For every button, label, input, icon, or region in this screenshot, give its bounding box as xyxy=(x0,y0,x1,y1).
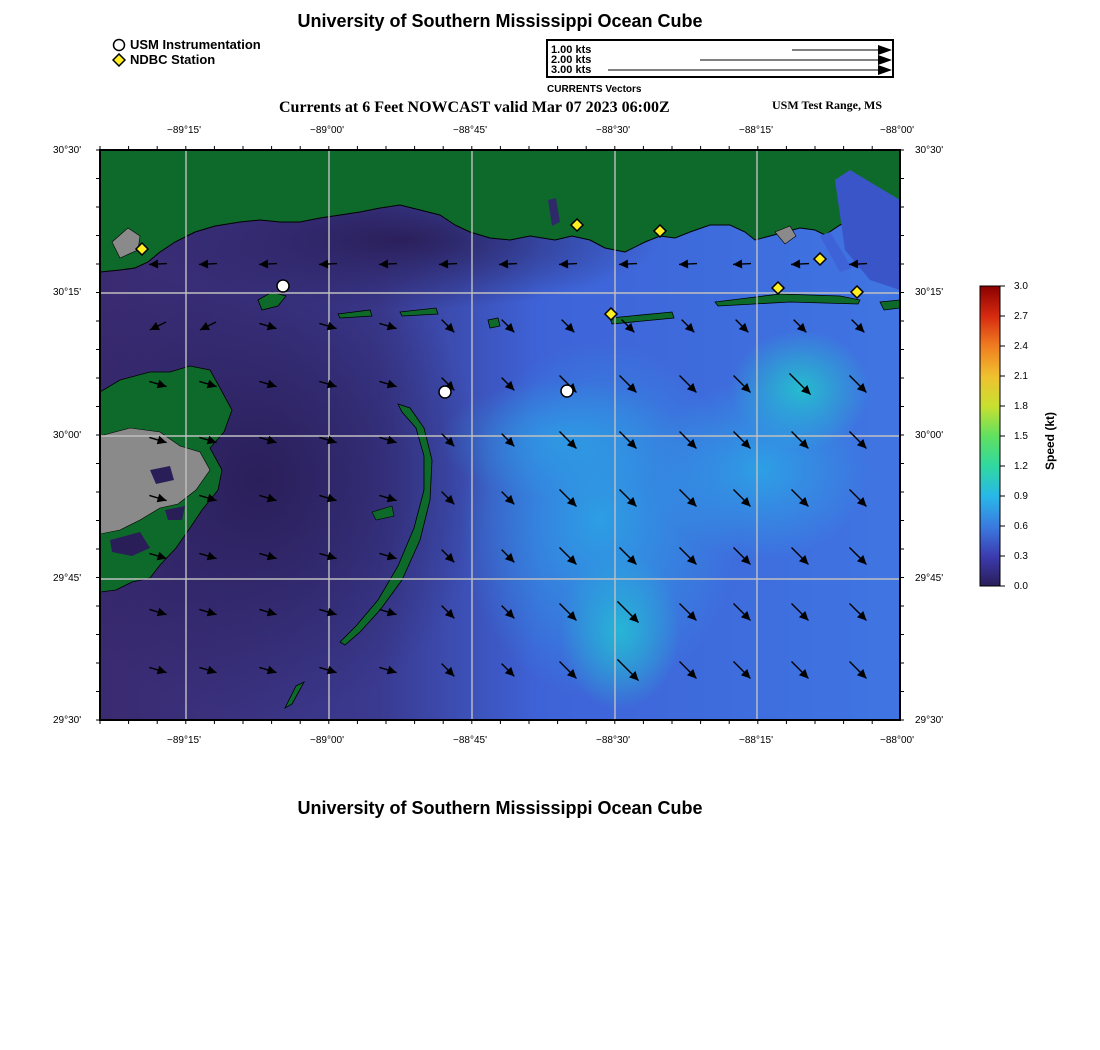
x-tick-top: −88°45' xyxy=(453,125,487,136)
reference-caption: CURRENTS Vectors xyxy=(547,84,642,95)
current-map xyxy=(96,146,906,726)
island xyxy=(880,300,900,310)
x-tick-top: −89°00' xyxy=(310,125,344,136)
colorbar-tick: 0.9 xyxy=(1014,491,1028,502)
colorbar-tick: 2.1 xyxy=(1014,371,1028,382)
x-tick-top: −88°15' xyxy=(739,125,773,136)
x-tick-bottom: −89°15' xyxy=(167,735,201,746)
x-tick-bottom: −88°00' xyxy=(880,735,914,746)
ref-arrow-2 xyxy=(700,55,892,65)
y-tick-left: 30°15' xyxy=(53,287,82,298)
colorbar-tick: 3.0 xyxy=(1014,281,1028,292)
diamond-marker-icon xyxy=(112,53,126,67)
x-tick-bottom: −88°45' xyxy=(453,735,487,746)
speed-colorbar xyxy=(976,283,1046,591)
colorbar-tick: 2.4 xyxy=(1014,341,1028,352)
reference-arrows xyxy=(548,41,892,76)
y-tick-right: 30°00' xyxy=(915,430,944,441)
circle-marker-icon xyxy=(112,38,126,52)
page-title: University of Southern Mississippi Ocean Cube xyxy=(297,11,703,31)
y-tick-right: 29°30' xyxy=(915,715,944,726)
x-tick-top: −88°30' xyxy=(596,125,630,136)
x-tick-bottom: −89°00' xyxy=(310,735,344,746)
colorbar-tick: 0.3 xyxy=(1014,551,1028,562)
colorbar-tick: 1.8 xyxy=(1014,401,1028,412)
ndbc-legend-label: NDBC Station xyxy=(130,52,216,67)
usm-instrument-marker xyxy=(277,280,289,292)
x-tick-bottom: −88°30' xyxy=(596,735,630,746)
x-tick-bottom: −88°15' xyxy=(739,735,773,746)
y-tick-right: 30°15' xyxy=(915,287,944,298)
y-tick-left: 30°30' xyxy=(53,145,82,156)
ref-arrow-1 xyxy=(792,45,892,55)
usm-instrument-marker xyxy=(561,385,573,397)
y-tick-left: 30°00' xyxy=(53,430,82,441)
ndbc-legend xyxy=(112,52,215,67)
colorbar-tick: 1.5 xyxy=(1014,431,1028,442)
x-tick-top: −88°00' xyxy=(880,125,914,136)
colorbar-title: Speed (kt) xyxy=(1043,411,1057,470)
range-label: USM Test Range, MS xyxy=(772,98,883,112)
usm-legend xyxy=(112,37,261,52)
ref-label-1: 1.00 kts xyxy=(551,44,592,56)
y-tick-right: 30°30' xyxy=(915,145,944,156)
reference-vector-box xyxy=(546,39,894,78)
usm-legend-label: USM Instrumentation xyxy=(130,37,261,52)
usm-instrument-marker xyxy=(439,386,451,398)
ref-label-3: 3.00 kts xyxy=(551,64,592,76)
y-tick-left: 29°30' xyxy=(53,715,82,726)
ref-label-2: 2.00 kts xyxy=(551,54,592,66)
footer-title: University of Southern Mississippi Ocean Cube xyxy=(297,798,703,818)
colorbar-tick: 0.0 xyxy=(1014,581,1028,592)
y-tick-left: 29°45' xyxy=(53,573,82,584)
island xyxy=(488,318,500,328)
y-tick-right: 29°45' xyxy=(915,573,944,584)
colorbar-tick: 2.7 xyxy=(1014,311,1028,322)
x-tick-top: −89°15' xyxy=(167,125,201,136)
colorbar-ramp xyxy=(980,286,1000,586)
colorbar-tick: 0.6 xyxy=(1014,521,1028,532)
colorbar-tick: 1.2 xyxy=(1014,461,1028,472)
map-subtitle: Currents at 6 Feet NOWCAST valid Mar 07 2023 06:00Z xyxy=(279,99,670,116)
ref-arrow-3 xyxy=(608,65,892,75)
